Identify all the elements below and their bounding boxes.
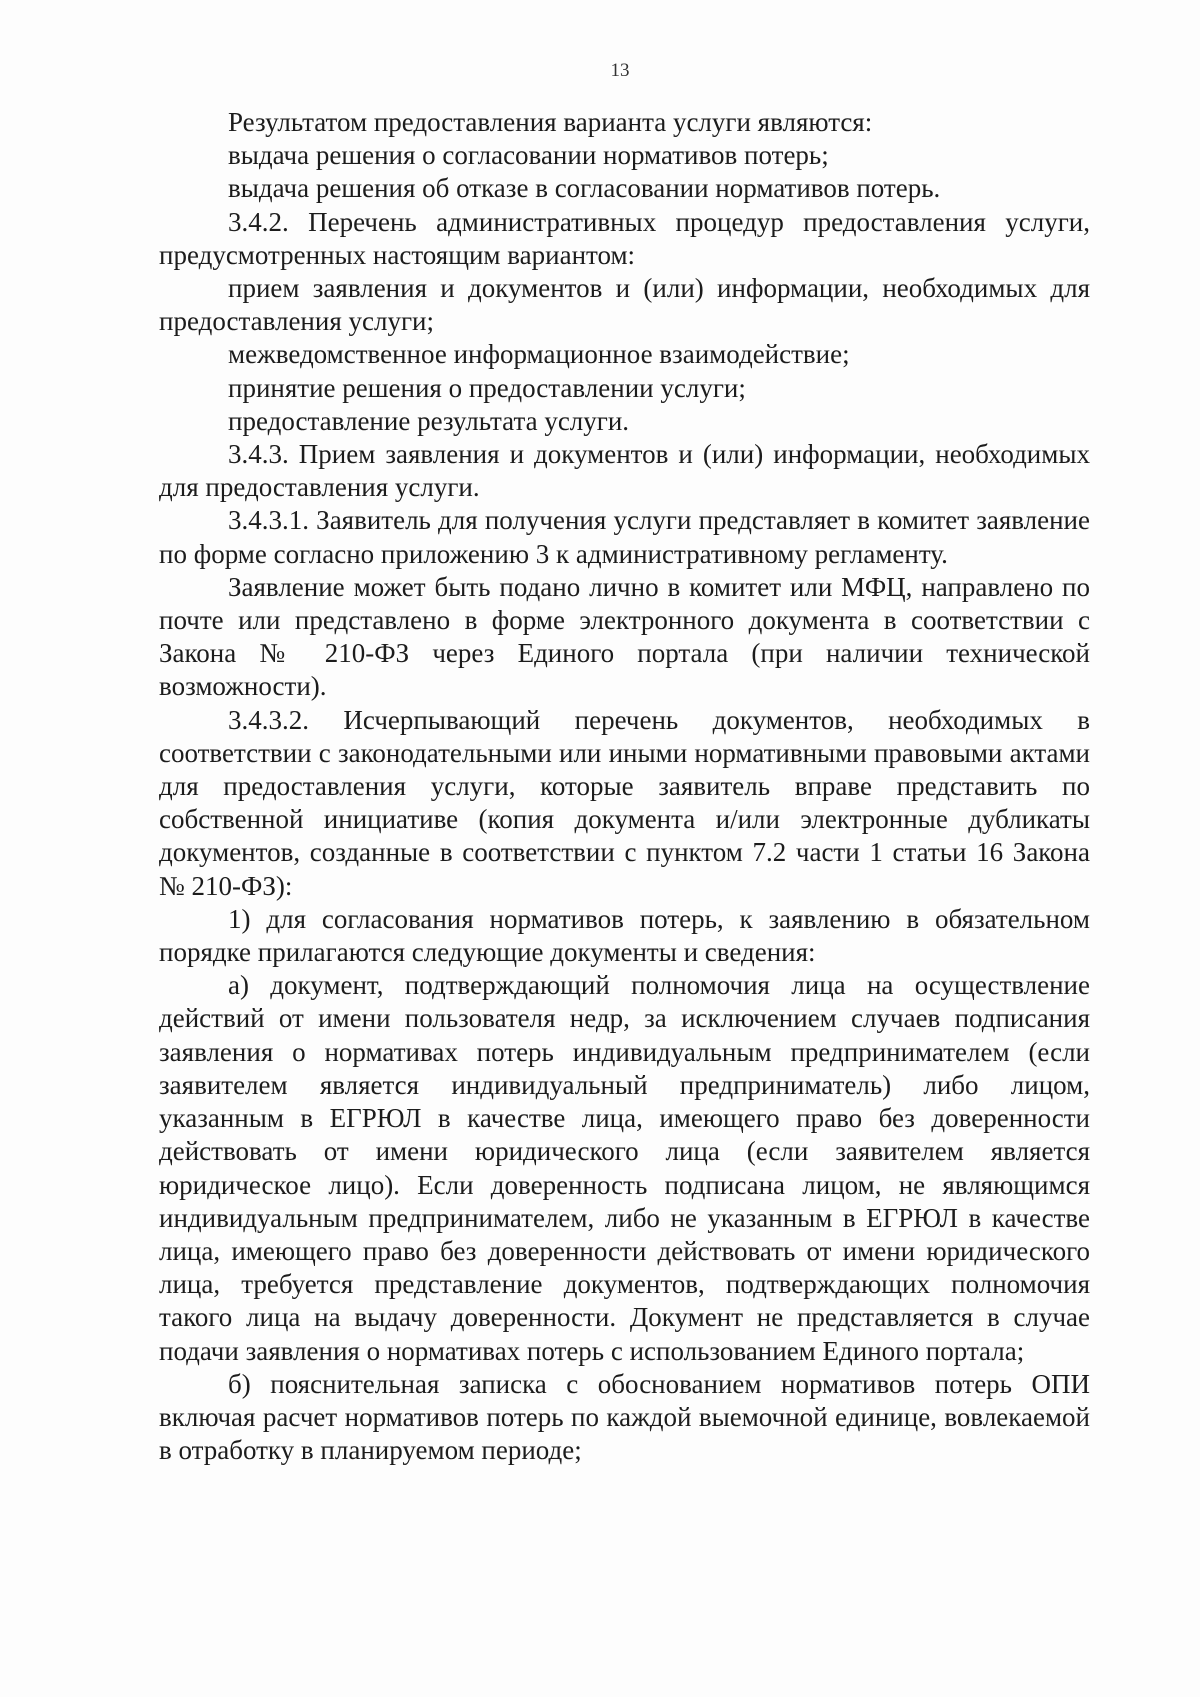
paragraph-item-b: б) пояснительная записка с обоснованием нормативов потерь ОПИ включая расчет нормативов потерь по каждой выемочной единице, вовлекаемой в отработку в планируемом периоде;: [159, 1368, 1090, 1466]
document-body: [159, 106, 1090, 1467]
paragraph-item-a: а) документ, подтверждающий полномочия лица на осуществление действий от имени пользователя недр, за исключением случаев подписания заявления о нормативах потерь индивидуальным предпринимателем (если заявителем является индивидуальный предприниматель) либо лицом, указанным в ЕГРЮЛ в качестве лица, имеющего право без доверенности действовать от имени юридического лица (если заявителем является юридическое лицо). Если доверенность подписана лицом, не являющимся индивидуальным предпринимателем, либо не указанным в ЕГРЮЛ в качестве лица, имеющего право без доверенности действовать от имени юридического лица, требуется представление документов, подтверждающих полномочия такого лица на выдачу доверенности. Документ не представляется в случае подачи заявления о нормативах потерь с использованием Единого портала;: [159, 970, 1090, 1366]
paragraph-result-intro: Результатом предоставления варианта услуги являются:: [228, 107, 873, 137]
paragraph-submission-methods: Заявление может быть подано лично в комитет или МФЦ, направлено по почте или представлено в форме электронного документа в соответствии с Закона № 210-ФЗ через Единого портала (при наличии технической возможности).: [159, 571, 1090, 702]
paragraph-result-approval: выдача решения о согласовании нормативов потерь;: [228, 140, 829, 171]
paragraph-3-4-2: 3.4.2. Перечень административных процедур предоставления услуги, предусмотренных настоящим вариантом:: [159, 206, 1090, 270]
paragraph-3-4-3: 3.4.3. Прием заявления и документов и (или) информации, необходимых для предоставления услуги.: [159, 439, 1090, 503]
paragraph-procedure-reception: прием заявления и документов и (или) информации, необходимых для предоставления услуги;: [159, 273, 1090, 337]
paragraph-3-4-3-1: 3.4.3.1. Заявитель для получения услуги представляет в комитет заявление по форме согласно приложению 3 к административному регламенту.: [159, 505, 1090, 569]
paragraph-3-4-3-2: 3.4.3.2. Исчерпывающий перечень документов, необходимых в соответствии с законодательными или иными нормативными правовыми актами для предоставления услуги, которые заявитель вправе представить по собственной инициативе (копия документа и/или электронные дубликаты документов, созданные в соответствии с пунктом 7.2 части 1 статьи 16 Закона № 210-ФЗ):: [159, 704, 1090, 901]
paragraph-item-1: 1) для согласования нормативов потерь, к заявлению в обязательном порядке прилагаются следующие документы и сведения:: [159, 903, 1090, 968]
paragraph-procedure-interaction: межведомственное информационное взаимодействие;: [228, 339, 850, 370]
page-number: 13: [610, 60, 630, 81]
paragraph-procedure-decision: принятие решения о предоставлении услуги;: [228, 372, 746, 403]
paragraph-procedure-result: предоставление результата услуги.: [228, 405, 630, 436]
paragraph-result-refusal: выдача решения об отказе в согласовании нормативов потерь.: [228, 173, 941, 204]
